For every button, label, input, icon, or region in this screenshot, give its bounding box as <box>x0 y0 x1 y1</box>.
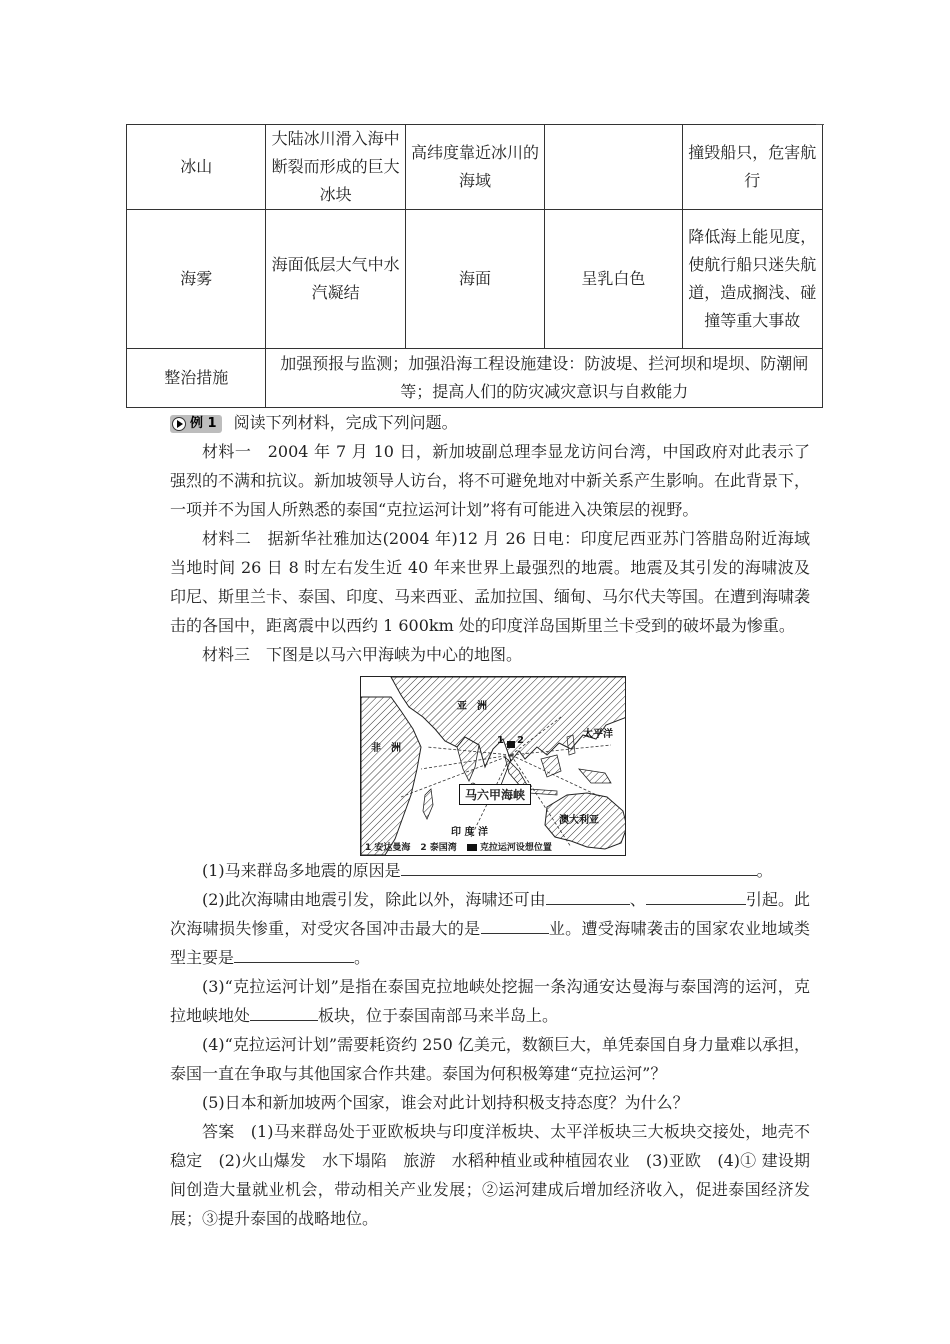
question-2-text-a: (2)此次海啸由地震引发，除此以外，海啸还可由 <box>202 890 546 909</box>
map-legend <box>365 840 552 853</box>
question-2-text-d: 业。遭受海啸袭击的国家农业地域类型主要是 <box>170 919 810 967</box>
material-three: 材料三 下图是以马六甲海峡为中心的地图。 <box>202 645 523 664</box>
answer-blank <box>401 857 757 876</box>
measures-text: 加强预报与监测；加强沿海工程设施建设：防波堤、拦河坝和堤坝、防潮闸等；提高人们的防灾减灾意识与自救能力 <box>266 349 823 408</box>
hazard-harm: 撞毁船只，危害航行 <box>682 125 822 210</box>
kra-canal-marker <box>507 741 515 748</box>
play-icon <box>172 417 186 431</box>
africa-landmass <box>361 697 421 855</box>
answer-blank <box>250 1002 318 1021</box>
legend-andaman: 1 安达曼海 <box>365 843 411 853</box>
example-badge-label: 例 1 <box>190 416 217 431</box>
example-intro: 阅读下列材料，完成下列问题。 <box>233 413 458 432</box>
madagascar <box>423 789 433 819</box>
table-row-iceberg <box>127 125 823 210</box>
andaman-sea-marker: 1 <box>497 735 504 746</box>
material-one: 材料一 2004 年 7 月 10 日，新加坡副总理李显龙访问台湾，中国政府对此表示了强烈的不满和抗议。新加坡领导人访台，将不可避免地对中新关系产生影响。在此背景下，一项并不为国人所熟悉的泰国“克拉运河计划”将有可能进入决策层的视野。 <box>170 442 811 519</box>
example-badge <box>170 415 222 433</box>
asia-landmass <box>391 677 626 767</box>
pacific-label: 太平洋 <box>583 729 613 740</box>
new-guinea <box>579 769 611 783</box>
legend-canal-text: 克拉运河设想位置 <box>479 843 552 853</box>
example-intro-line <box>170 408 810 437</box>
malacca-strait-map <box>360 676 626 856</box>
question-3 <box>170 972 810 1030</box>
answer-blank <box>546 886 630 905</box>
hazard-area: 高纬度靠近冰川的海域 <box>405 125 544 210</box>
hazard-cause: 大陆冰川滑入海中断裂而形成的巨大冰块 <box>266 125 405 210</box>
hazard-name: 冰山 <box>127 125 266 210</box>
hazard-area: 海面 <box>405 210 544 349</box>
hazard-feature <box>545 125 682 210</box>
hazard-feature: 呈乳白色 <box>545 210 682 349</box>
borneo <box>541 755 561 777</box>
marine-hazard-table <box>126 124 823 408</box>
questions-section <box>170 856 810 1233</box>
legend-gulf: 2 泰国湾 <box>420 843 457 853</box>
question-3-text-b: 板块，位于泰国南部马来半岛上。 <box>318 1006 559 1025</box>
question-2-text-e: 。 <box>354 948 371 967</box>
hazard-harm: 降低海上能见度，使航行船只迷失航道，造成搁浅、碰撞等重大事故 <box>682 210 822 349</box>
indian-ocean-label: 印 度 洋 <box>451 827 488 838</box>
question-3-text-a: (3)“克拉运河计划”是指在泰国克拉地峡处挖掘一条沟通安达曼海与泰国湾的运河，克拉地峡地处 <box>170 977 810 1025</box>
table-corner-mark <box>816 124 824 125</box>
material-two: 材料二 据新华社雅加达(2004 年)12 月 26 日电：印度尼西亚苏门答腊岛附近海域当地时间 26 日 8 时左右发生近 40 年来世界上最强烈的地震。地震及其引发的海啸波及印尼、斯里兰卡、泰国、印度、马来西亚、孟加拉国、缅甸、马尔代夫等国。在遭到海啸袭击的各国中，距离震中以西约 1 600km 处的印度洋岛国斯里兰卡受到的破坏最为惨重。 <box>170 529 811 635</box>
question-5: (5)日本和新加坡两个国家，谁会对此计划持积极支持态度？为什么？ <box>202 1093 689 1112</box>
measures-label: 整治措施 <box>127 349 266 408</box>
answer-blank <box>646 886 746 905</box>
australia-label: 澳大利亚 <box>559 815 599 826</box>
sumatra <box>505 757 527 787</box>
gulf-of-thailand-marker: 2 <box>517 735 524 746</box>
question-2-text-c: 引起。此次海啸损失惨重，对受灾各国冲击最大的是 <box>170 890 810 938</box>
answer-blank <box>481 915 549 934</box>
question-2 <box>170 885 810 972</box>
hazard-cause: 海面低层大气中水汽凝结 <box>266 210 405 349</box>
question-2-text-b: 、 <box>629 890 646 909</box>
example-section <box>170 408 810 669</box>
asia-label: 亚 洲 <box>457 701 487 712</box>
map-drawing <box>361 677 626 856</box>
question-1-end: 。 <box>756 861 773 880</box>
hazard-name: 海雾 <box>127 210 266 349</box>
malacca-strait-label: 马六甲海峡 <box>459 784 531 805</box>
africa-label: 非 洲 <box>371 743 401 754</box>
question-4: (4)“克拉运河计划”需要耗资约 250 亿美元，数额巨大，单凭泰国自身力量难以承担，泰国一直在争取与其他国家合作共建。泰国为何积极筹建“克拉运河”？ <box>170 1035 810 1083</box>
table-row-measures <box>127 349 823 408</box>
legend-canal <box>467 840 552 853</box>
question-1-text: (1)马来群岛多地震的原因是 <box>202 861 401 880</box>
question-1 <box>170 856 810 885</box>
india-peninsula <box>457 737 479 781</box>
table-row-sea-fog <box>127 210 823 349</box>
answer-blank <box>234 944 354 963</box>
java <box>529 789 557 795</box>
answer-paragraph: 答案 (1)马来群岛处于亚欧板块与印度洋板块、太平洋板块三大板块交接处，地壳不稳定 (2)火山爆发 水下塌陷 旅游 水稻种植业或种植园农业 (3)亚欧 (4)① 建设期间创造大量就业机会，带动相关产业发展；②运河建成后增加经济收入，促进泰国经济发展；③提升泰国的战略地位。 <box>170 1122 810 1228</box>
canal-square-icon <box>467 844 477 851</box>
